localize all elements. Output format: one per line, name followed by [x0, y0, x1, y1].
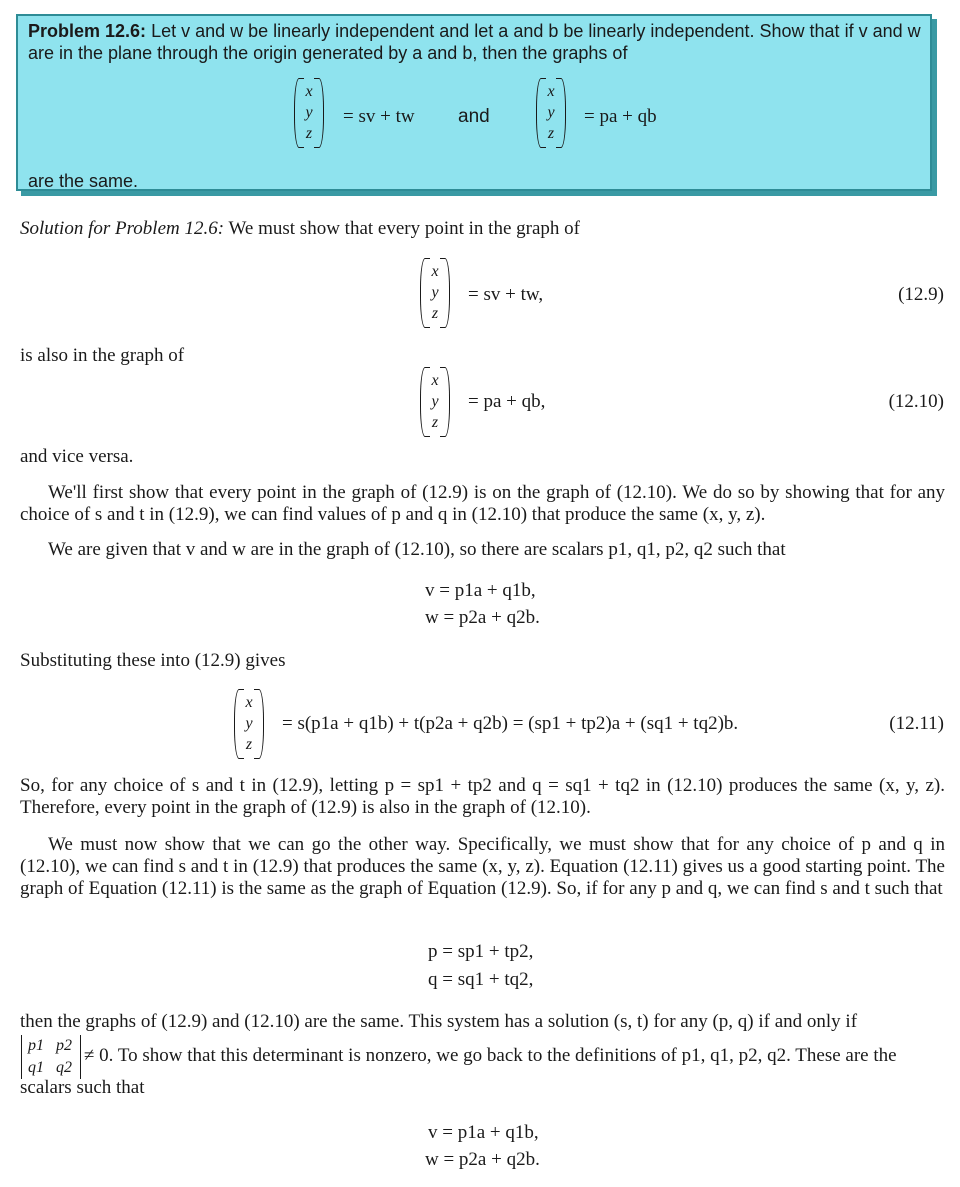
vec-z: z [431, 305, 439, 322]
eq-12-9-rhs: = sv + tw, [468, 284, 544, 305]
det-q2: q2 [56, 1059, 72, 1076]
vec-y: y [431, 393, 439, 410]
paragraph-5c: scalars such that [20, 1077, 145, 1098]
system2-line2: q = sq1 + tq2, [428, 969, 534, 990]
problem-tail: are the same. [28, 171, 139, 191]
paragraph-3: So, for any choice of s and t in (12.9), letting p = sp1 + tp2 and q = sq1 + tq2 in (12.10) produces the same (x, y, z). Therefore, every point in the graph of (12.9) is also in the graph of (12.10). [20, 775, 945, 818]
vec-x: x [431, 263, 439, 280]
eq-12-11-number: (12.11) [889, 713, 944, 734]
vec-z: z [431, 414, 439, 431]
paragraph-2: We are given that v and w are in the graph of (12.10), so there are scalars p1, q1, p2, q2 such that [48, 539, 786, 560]
det-p1: p1 [28, 1037, 44, 1054]
vec-z: z [305, 125, 313, 142]
problem-connector: and [458, 106, 490, 127]
system1-line2: w = p2a + q2b. [425, 607, 540, 628]
problem-label: Problem 12.6: [28, 21, 147, 41]
problem-rhs2: = pa + qb [584, 106, 657, 127]
solution-intro: We must show that every point in the graph of [228, 218, 580, 239]
system3-line1: v = p1a + q1b, [428, 1122, 539, 1143]
problem-text: Let v and w be linearly independent and let a and b be linearly independent. Show that if v and w are in the plane through the origin generated by a and b, then the graphs of [28, 21, 921, 63]
vec-y: y [305, 104, 313, 121]
problem-box [16, 14, 932, 191]
vec-y: y [245, 715, 253, 732]
system1-line1: v = p1a + q1b, [425, 580, 536, 601]
solution-intro-line [20, 218, 580, 240]
substitution-text: Substituting these into (12.9) gives [20, 650, 286, 671]
vec-x: x [547, 83, 555, 100]
vector-xyz [536, 78, 566, 148]
det-q1: q1 [28, 1059, 44, 1076]
vice-versa: and vice versa. [20, 446, 134, 467]
eq-12-11-rhs: = s(p1a + q1b) + t(p2a + q2b) = (sp1 + tp2)a + (sq1 + tq2)b. [282, 713, 739, 734]
vec-y: y [547, 104, 555, 121]
paragraph-4: We must now show that we can go the other way. Specifically, we must show that for any choice of p and q in (12.10), we can find s and t in (12.9) that produces the same (x, y, z). Equation (12.11) gives us a good starting point. The graph of Equation (12.11) is the same as the graph of Equation (12.9). So, if for any p and q, we can find s and t such that [20, 834, 945, 899]
eq-12-10-rhs: = pa + qb, [468, 391, 546, 412]
system2-line1: p = sp1 + tp2, [428, 941, 534, 962]
solution-label: Solution for Problem 12.6: [20, 218, 225, 239]
vec-y: y [431, 284, 439, 301]
vec-x: x [431, 372, 439, 389]
paragraph-1: We'll first show that every point in the graph of (12.9) is on the graph of (12.10). We do so by showing that for any choice of s and t in (12.9), we can find values of p and q in (12.10) that produce the same (x, y, z). [20, 482, 945, 525]
vector-xyz [420, 367, 450, 437]
det-p2: p2 [56, 1037, 72, 1054]
vector-xyz [420, 258, 450, 328]
eq-12-9-number: (12.9) [898, 284, 944, 305]
vector-xyz [294, 78, 324, 148]
paragraph-5b: ≠ 0. To show that this determinant is nonzero, we go back to the definitions of p1, q1, p2, q2. These are the [84, 1045, 897, 1066]
vec-z: z [547, 125, 555, 142]
problem-statement [28, 20, 928, 64]
vec-z: z [245, 736, 253, 753]
eq-12-10-number: (12.10) [888, 391, 944, 412]
problem-rhs1: = sv + tw [343, 106, 415, 127]
determinant [21, 1035, 81, 1079]
paragraph-5a: then the graphs of (12.9) and (12.10) are the same. This system has a solution (s, t) for any (p, q) if and only if [20, 1011, 858, 1032]
vector-xyz [234, 689, 264, 759]
vec-x: x [245, 694, 253, 711]
system3-line2: w = p2a + q2b. [425, 1149, 540, 1170]
vec-x: x [305, 83, 313, 100]
mid-text: is also in the graph of [20, 345, 185, 366]
